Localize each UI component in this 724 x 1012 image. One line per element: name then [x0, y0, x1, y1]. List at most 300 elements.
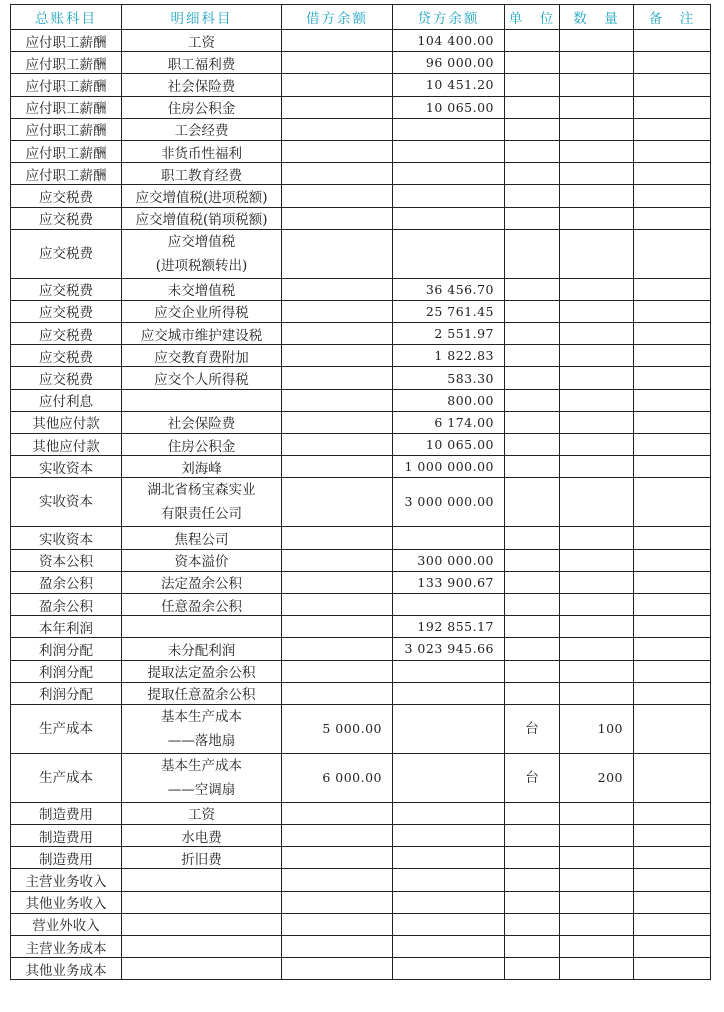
credit-cell: 2 551.97 [393, 323, 505, 345]
unit-cell [505, 456, 560, 478]
quantity-cell: 200 [560, 753, 634, 802]
quantity-cell: 100 [560, 704, 634, 753]
note-cell [634, 434, 711, 456]
quantity-cell [560, 140, 634, 162]
detail-line: 住房公积金 [167, 438, 236, 455]
credit-cell: 10 065.00 [393, 96, 505, 118]
quantity-cell [560, 847, 634, 869]
credit-cell [393, 869, 505, 891]
table-row [11, 74, 711, 96]
header-credit: 贷方余额 [393, 5, 505, 30]
debit-cell [282, 411, 393, 433]
account-cell: 应付职工薪酬 [11, 140, 122, 162]
detail-line: 未分配利润 [167, 642, 236, 659]
account-cell: 应付职工薪酬 [11, 52, 122, 74]
debit-cell [282, 891, 393, 913]
header-debit: 借方余额 [282, 5, 393, 30]
credit-cell: 25 761.45 [393, 300, 505, 322]
detail-line: 社会保险费 [167, 416, 236, 433]
quantity-cell [560, 96, 634, 118]
table-row [11, 96, 711, 118]
note-cell [634, 118, 711, 140]
table-row [11, 616, 711, 638]
unit-cell [505, 74, 560, 96]
note-cell [634, 847, 711, 869]
unit-cell [505, 96, 560, 118]
quantity-cell [560, 207, 634, 229]
debit-cell [282, 74, 393, 96]
debit-cell [282, 278, 393, 300]
detail-cell [122, 207, 282, 229]
credit-cell: 10 065.00 [393, 434, 505, 456]
detail-line: 住房公积金 [167, 101, 236, 118]
detail-cell [122, 367, 282, 389]
unit-cell [505, 638, 560, 660]
debit-cell [282, 682, 393, 704]
account-cell: 应付职工薪酬 [11, 96, 122, 118]
unit-cell [505, 825, 560, 847]
quantity-cell [560, 411, 634, 433]
detail-line: 应交企业所得税 [154, 305, 249, 322]
credit-cell: 800.00 [393, 389, 505, 411]
note-cell [634, 52, 711, 74]
note-cell [634, 638, 711, 660]
quantity-cell [560, 802, 634, 824]
table-row [11, 163, 711, 185]
debit-cell [282, 118, 393, 140]
note-cell [634, 936, 711, 958]
credit-cell: 583.30 [393, 367, 505, 389]
debit-cell [282, 30, 393, 52]
account-cell: 其他应付款 [11, 434, 122, 456]
debit-cell [282, 96, 393, 118]
detail-cell [122, 140, 282, 162]
unit-cell [505, 527, 560, 549]
note-cell [634, 913, 711, 935]
account-cell: 本年利润 [11, 616, 122, 638]
credit-cell: 3 023 945.66 [393, 638, 505, 660]
detail-cell [122, 478, 282, 527]
debit-cell [282, 638, 393, 660]
account-cell: 生产成本 [11, 704, 122, 753]
quantity-cell [560, 913, 634, 935]
credit-cell [393, 140, 505, 162]
table-row [11, 118, 711, 140]
account-cell: 应付职工薪酬 [11, 163, 122, 185]
detail-cell [122, 300, 282, 322]
table-row [11, 185, 711, 207]
table-row [11, 825, 711, 847]
table-row [11, 207, 711, 229]
header-row [11, 5, 711, 30]
quantity-cell [560, 52, 634, 74]
header-note: 备 注 [634, 5, 711, 30]
credit-cell: 6 174.00 [393, 411, 505, 433]
detail-cell [122, 118, 282, 140]
table-row [11, 411, 711, 433]
debit-cell [282, 229, 393, 278]
note-cell [634, 802, 711, 824]
table-row [11, 140, 711, 162]
quantity-cell [560, 434, 634, 456]
detail-line: 工资 [188, 34, 215, 51]
quantity-cell [560, 30, 634, 52]
table-row [11, 638, 711, 660]
quantity-cell [560, 527, 634, 549]
detail-line: 非货币性福利 [161, 145, 242, 162]
credit-cell [393, 891, 505, 913]
debit-cell [282, 323, 393, 345]
detail-line: 职工福利费 [167, 56, 236, 73]
table-row [11, 913, 711, 935]
debit-cell [282, 207, 393, 229]
detail-cell [122, 229, 282, 278]
table-row [11, 958, 711, 980]
table-row [11, 571, 711, 593]
unit-cell [505, 323, 560, 345]
unit-cell [505, 913, 560, 935]
credit-cell: 10 451.20 [393, 74, 505, 96]
detail-cell [122, 323, 282, 345]
table-row [11, 802, 711, 824]
credit-cell: 96 000.00 [393, 52, 505, 74]
account-cell: 应付职工薪酬 [11, 74, 122, 96]
credit-cell [393, 163, 505, 185]
table-row [11, 389, 711, 411]
table-row [11, 434, 711, 456]
quantity-cell [560, 549, 634, 571]
debit-cell [282, 456, 393, 478]
account-cell: 应付职工薪酬 [11, 30, 122, 52]
credit-cell [393, 704, 505, 753]
detail-cell [122, 825, 282, 847]
detail-line: 提取任意盈余公积 [147, 687, 256, 704]
quantity-cell [560, 682, 634, 704]
debit-cell [282, 825, 393, 847]
unit-cell [505, 869, 560, 891]
account-cell: 应付职工薪酬 [11, 118, 122, 140]
detail-cell [122, 869, 282, 891]
unit-cell [505, 549, 560, 571]
detail-line: 应交增值税(进项税额) [135, 189, 268, 206]
detail-cell [122, 682, 282, 704]
credit-cell [393, 207, 505, 229]
table-row [11, 527, 711, 549]
credit-cell: 300 000.00 [393, 549, 505, 571]
note-cell [634, 478, 711, 527]
quantity-cell [560, 456, 634, 478]
account-cell: 应交税费 [11, 229, 122, 278]
debit-cell [282, 389, 393, 411]
note-cell [634, 185, 711, 207]
debit-cell [282, 367, 393, 389]
debit-cell [282, 549, 393, 571]
quantity-cell [560, 936, 634, 958]
note-cell [634, 323, 711, 345]
quantity-cell [560, 891, 634, 913]
debit-cell [282, 593, 393, 615]
credit-cell [393, 660, 505, 682]
credit-cell [393, 802, 505, 824]
unit-cell [505, 345, 560, 367]
unit-cell: 台 [505, 704, 560, 753]
quantity-cell [560, 389, 634, 411]
note-cell [634, 278, 711, 300]
note-cell [634, 411, 711, 433]
table-row [11, 753, 711, 802]
ledger-table [10, 4, 711, 980]
quantity-cell [560, 638, 634, 660]
credit-cell [393, 229, 505, 278]
detail-cell [122, 96, 282, 118]
account-cell: 制造费用 [11, 802, 122, 824]
debit-cell [282, 958, 393, 980]
quantity-cell [560, 869, 634, 891]
table-row [11, 278, 711, 300]
unit-cell [505, 30, 560, 52]
account-cell: 利润分配 [11, 638, 122, 660]
detail-line: 应交城市维护建设税 [140, 327, 263, 344]
unit-cell [505, 411, 560, 433]
account-cell: 应付利息 [11, 389, 122, 411]
table-row [11, 456, 711, 478]
note-cell [634, 593, 711, 615]
note-cell [634, 140, 711, 162]
unit-cell [505, 278, 560, 300]
account-cell: 营业外收入 [11, 913, 122, 935]
credit-cell [393, 753, 505, 802]
detail-cell [122, 345, 282, 367]
detail-line: 有限责任公司 [161, 506, 242, 523]
account-cell: 盈余公积 [11, 593, 122, 615]
detail-line: ——空调扇 [167, 781, 236, 798]
credit-cell [393, 825, 505, 847]
debit-cell: 6 000.00 [282, 753, 393, 802]
detail-line: 任意盈余公积 [161, 598, 242, 615]
detail-line: 职工教育经费 [161, 167, 242, 184]
detail-cell [122, 278, 282, 300]
table-row [11, 682, 711, 704]
detail-line: 未交增值税 [167, 283, 236, 300]
detail-line: 湖北省杨宝森实业 [147, 482, 256, 499]
unit-cell: 台 [505, 753, 560, 802]
quantity-cell [560, 74, 634, 96]
detail-line: 基本生产成本 [161, 757, 242, 774]
account-cell: 实收资本 [11, 478, 122, 527]
credit-cell: 192 855.17 [393, 616, 505, 638]
unit-cell [505, 434, 560, 456]
unit-cell [505, 163, 560, 185]
table-row [11, 660, 711, 682]
note-cell [634, 704, 711, 753]
unit-cell [505, 229, 560, 278]
unit-cell [505, 616, 560, 638]
table-row [11, 549, 711, 571]
table-row [11, 891, 711, 913]
note-cell [634, 825, 711, 847]
debit-cell [282, 163, 393, 185]
header-unit: 单 位 [505, 5, 560, 30]
debit-cell [282, 300, 393, 322]
note-cell [634, 682, 711, 704]
detail-cell [122, 411, 282, 433]
credit-cell [393, 118, 505, 140]
unit-cell [505, 300, 560, 322]
credit-cell [393, 958, 505, 980]
detail-line: 法定盈余公积 [161, 576, 242, 593]
note-cell [634, 163, 711, 185]
account-cell: 其他应付款 [11, 411, 122, 433]
table-row [11, 478, 711, 527]
note-cell [634, 869, 711, 891]
account-cell: 应交税费 [11, 323, 122, 345]
detail-cell [122, 527, 282, 549]
detail-cell [122, 753, 282, 802]
debit-cell [282, 185, 393, 207]
note-cell [634, 345, 711, 367]
debit-cell: 5 000.00 [282, 704, 393, 753]
debit-cell [282, 478, 393, 527]
detail-cell [122, 593, 282, 615]
detail-line: 应交增值税(销项税额) [135, 212, 268, 229]
detail-cell [122, 891, 282, 913]
credit-cell [393, 936, 505, 958]
quantity-cell [560, 345, 634, 367]
detail-line: 应交个人所得税 [154, 372, 249, 389]
unit-cell [505, 802, 560, 824]
unit-cell [505, 185, 560, 207]
detail-line: 工资 [188, 807, 215, 824]
quantity-cell [560, 660, 634, 682]
detail-line: 工会经费 [174, 123, 229, 140]
note-cell [634, 616, 711, 638]
detail-cell [122, 847, 282, 869]
detail-line: (进项税额转出) [155, 257, 248, 274]
account-cell: 主营业务收入 [11, 869, 122, 891]
credit-cell [393, 913, 505, 935]
table-row [11, 367, 711, 389]
quantity-cell [560, 593, 634, 615]
debit-cell [282, 527, 393, 549]
table-row [11, 593, 711, 615]
account-cell: 盈余公积 [11, 571, 122, 593]
unit-cell [505, 367, 560, 389]
account-cell: 资本公积 [11, 549, 122, 571]
unit-cell [505, 958, 560, 980]
account-cell: 其他业务收入 [11, 891, 122, 913]
debit-cell [282, 434, 393, 456]
table-row [11, 345, 711, 367]
credit-cell: 104 400.00 [393, 30, 505, 52]
table-row [11, 30, 711, 52]
quantity-cell [560, 478, 634, 527]
debit-cell [282, 802, 393, 824]
table-row [11, 323, 711, 345]
quantity-cell [560, 825, 634, 847]
credit-cell: 1 000 000.00 [393, 456, 505, 478]
note-cell [634, 753, 711, 802]
detail-line: 应交教育费附加 [154, 349, 249, 366]
debit-cell [282, 847, 393, 869]
unit-cell [505, 891, 560, 913]
account-cell: 主营业务成本 [11, 936, 122, 958]
note-cell [634, 96, 711, 118]
note-cell [634, 30, 711, 52]
note-cell [634, 527, 711, 549]
unit-cell [505, 660, 560, 682]
credit-cell: 1 822.83 [393, 345, 505, 367]
debit-cell [282, 660, 393, 682]
quantity-cell [560, 367, 634, 389]
detail-cell [122, 571, 282, 593]
detail-cell [122, 802, 282, 824]
detail-cell [122, 660, 282, 682]
detail-cell [122, 456, 282, 478]
table-row [11, 300, 711, 322]
quantity-cell [560, 300, 634, 322]
account-cell: 应交税费 [11, 278, 122, 300]
quantity-cell [560, 229, 634, 278]
detail-line: ——落地扇 [167, 732, 236, 749]
ledger-body [11, 30, 711, 980]
note-cell [634, 389, 711, 411]
detail-line: 资本溢价 [174, 554, 229, 571]
table-row [11, 229, 711, 278]
credit-cell [393, 185, 505, 207]
unit-cell [505, 52, 560, 74]
quantity-cell [560, 323, 634, 345]
account-cell: 实收资本 [11, 527, 122, 549]
account-cell: 利润分配 [11, 682, 122, 704]
note-cell [634, 207, 711, 229]
detail-line: 应交增值税 [167, 233, 236, 250]
account-cell: 应交税费 [11, 185, 122, 207]
credit-cell [393, 682, 505, 704]
account-cell: 应交税费 [11, 300, 122, 322]
account-cell: 应交税费 [11, 345, 122, 367]
debit-cell [282, 571, 393, 593]
note-cell [634, 958, 711, 980]
note-cell [634, 300, 711, 322]
detail-cell [122, 616, 282, 638]
table-row [11, 869, 711, 891]
detail-cell [122, 958, 282, 980]
unit-cell [505, 118, 560, 140]
detail-cell [122, 638, 282, 660]
note-cell [634, 456, 711, 478]
note-cell [634, 229, 711, 278]
account-cell: 其他业务成本 [11, 958, 122, 980]
unit-cell [505, 847, 560, 869]
detail-line: 提取法定盈余公积 [147, 665, 256, 682]
debit-cell [282, 345, 393, 367]
detail-line: 折旧费 [181, 851, 222, 868]
detail-line: 水电费 [181, 829, 222, 846]
table-row [11, 847, 711, 869]
detail-cell [122, 389, 282, 411]
detail-line: 刘海峰 [181, 460, 222, 477]
unit-cell [505, 140, 560, 162]
note-cell [634, 367, 711, 389]
note-cell [634, 660, 711, 682]
unit-cell [505, 389, 560, 411]
detail-cell [122, 163, 282, 185]
unit-cell [505, 936, 560, 958]
header-account: 总账科目 [11, 5, 122, 30]
account-cell: 应交税费 [11, 367, 122, 389]
header-quantity: 数 量 [560, 5, 634, 30]
detail-cell [122, 30, 282, 52]
